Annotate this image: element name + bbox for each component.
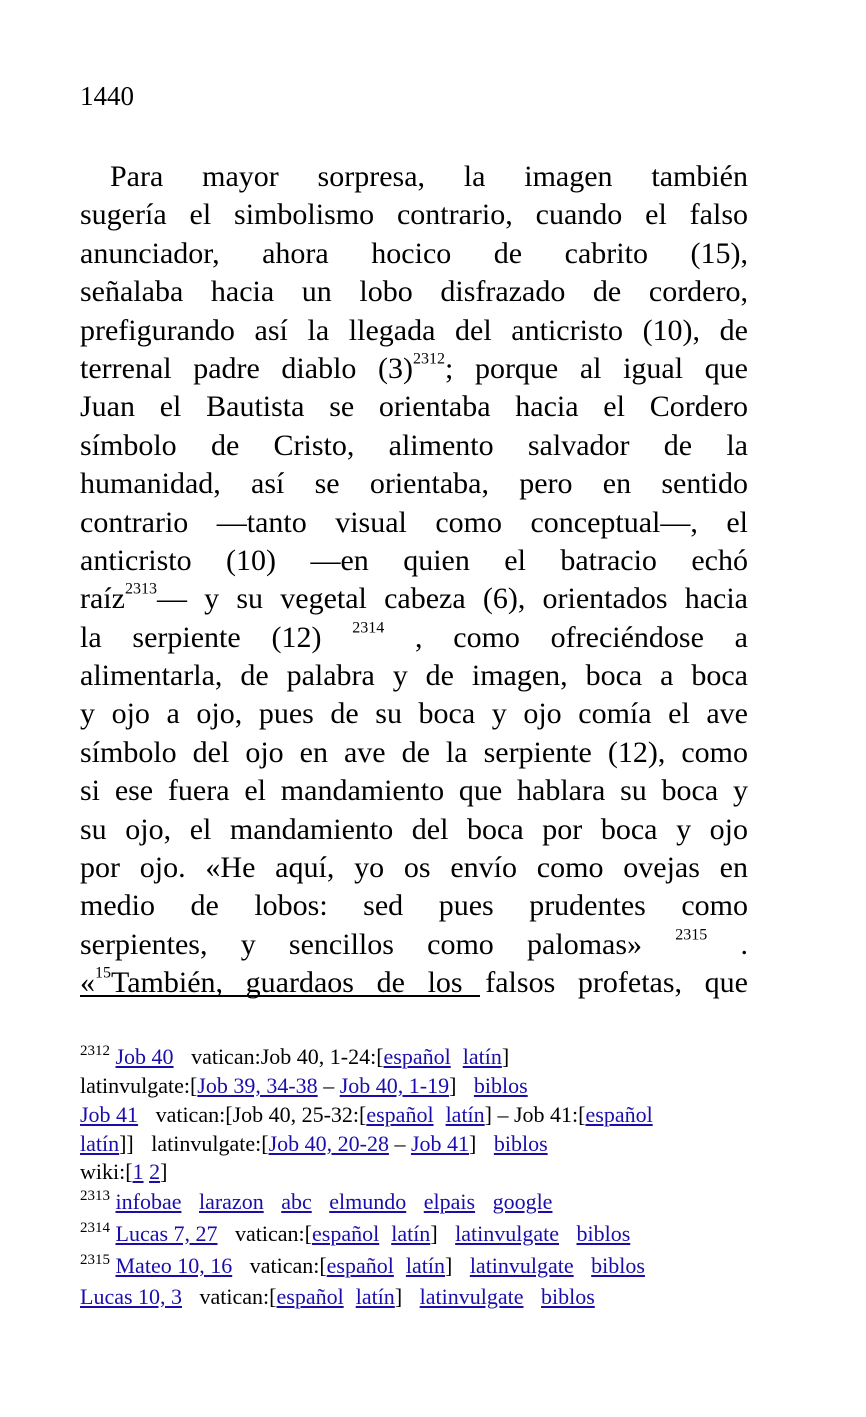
footnote-ref-2313[interactable]: 2313 bbox=[124, 580, 157, 598]
link-espanol[interactable]: español bbox=[276, 1284, 344, 1309]
body-line bbox=[80, 619, 748, 657]
link-lucas-7-27[interactable]: Lucas 7, 27 bbox=[115, 1221, 218, 1246]
body-text-segment: — y su vegetal cabeza (6), orientados hacia bbox=[156, 582, 748, 616]
vatican-label: vatican:Job 40, 1-24:[ bbox=[191, 1044, 384, 1069]
link-espanol[interactable]: español bbox=[366, 1102, 434, 1127]
body-line bbox=[80, 580, 748, 618]
footnote-ref-2312[interactable]: 2312 bbox=[413, 350, 445, 368]
footnote-number: 2313 bbox=[80, 1188, 110, 1204]
bracket-text: ] bbox=[430, 1221, 438, 1246]
link-biblos[interactable]: biblos bbox=[591, 1253, 645, 1278]
link-job-41[interactable]: Job 41 bbox=[80, 1102, 139, 1127]
body-line: prefigurando así la llegada del anticristo (10), de bbox=[80, 313, 748, 347]
link-espanol[interactable]: español bbox=[383, 1044, 451, 1069]
body-line: Juan el Bautista se orientaba hacia el Cordero bbox=[80, 390, 748, 424]
footnote-2312-line bbox=[80, 1043, 760, 1071]
link-latin[interactable]: latín bbox=[80, 1131, 120, 1156]
footnote-2312-line bbox=[80, 1071, 760, 1100]
body-line bbox=[80, 350, 748, 388]
link-mateo-10-16[interactable]: Mateo 10, 16 bbox=[115, 1253, 233, 1278]
link-job-41-b[interactable]: Job 41 bbox=[410, 1131, 470, 1156]
link-latinvulgate[interactable]: latinvulgate bbox=[419, 1284, 524, 1309]
footnote-2315-line bbox=[80, 1282, 760, 1311]
footnote-number: 2312 bbox=[80, 1043, 110, 1059]
vatican-label: vatican:[ bbox=[199, 1284, 277, 1309]
latinvulgate-label: latinvulgate:[ bbox=[80, 1073, 198, 1098]
body-text-segment: También, guardaos de los falsos profetas, que bbox=[111, 966, 748, 1000]
bracket-text: ] bbox=[160, 1159, 168, 1184]
latinvulgate-label: latinvulgate:[ bbox=[151, 1131, 269, 1156]
link-google[interactable]: google bbox=[492, 1189, 553, 1214]
body-line: anunciador, ahora hocico de cabrito (15), bbox=[80, 236, 748, 270]
body-line: humanidad, así se orientaba, pero en sentido bbox=[80, 467, 748, 501]
body-line: contrario —tanto visual como conceptual—, el bbox=[80, 505, 748, 539]
link-wiki-2[interactable]: 2 bbox=[149, 1159, 161, 1184]
link-larazon[interactable]: larazon bbox=[198, 1189, 264, 1214]
body-text-segment: serpientes, y sencillos como palomas» bbox=[80, 927, 643, 961]
body-text-segment: ; porque al igual que bbox=[445, 351, 749, 385]
link-biblos[interactable]: biblos bbox=[473, 1073, 528, 1098]
link-biblos[interactable]: biblos bbox=[493, 1131, 548, 1156]
bracket-text: ] bbox=[501, 1044, 510, 1069]
dash-text: – bbox=[323, 1073, 335, 1098]
bracket-text: ]] bbox=[119, 1131, 134, 1156]
link-job-40[interactable]: Job 40 bbox=[115, 1044, 174, 1069]
body-line bbox=[80, 926, 748, 964]
inline-verse-number: 15 bbox=[95, 964, 111, 982]
link-job-39[interactable]: Job 39, 34-38 bbox=[197, 1073, 318, 1098]
page-number: 1440 bbox=[80, 81, 134, 111]
body-text-segment: , como ofreciéndose a bbox=[414, 620, 748, 654]
footnote-2312-line bbox=[80, 1129, 760, 1158]
body-line: medio de lobos: sed pues prudentes como bbox=[80, 889, 748, 923]
link-latin[interactable]: latín bbox=[462, 1044, 502, 1069]
link-espanol[interactable]: español bbox=[312, 1221, 380, 1246]
body-line: anticristo (10) —en quien el batracio echó bbox=[80, 543, 748, 577]
footnote-separator bbox=[80, 995, 480, 997]
body-line: por ojo. «He aquí, yo os envío como ovejas en bbox=[80, 851, 748, 885]
link-elpais[interactable]: elpais bbox=[423, 1189, 476, 1214]
body-line: símbolo de Cristo, alimento salvador de la bbox=[80, 428, 748, 462]
body-line: su ojo, el mandamiento del boca por boca y ojo bbox=[80, 812, 748, 846]
body-line: y ojo a ojo, pues de su boca y ojo comía el ave bbox=[80, 697, 748, 731]
link-latin[interactable]: latín bbox=[445, 1102, 485, 1127]
footnote-ref-2315[interactable]: 2315 bbox=[675, 926, 708, 944]
vatican-label: vatican:[ bbox=[249, 1253, 327, 1278]
footnote-ref-2314[interactable]: 2314 bbox=[352, 619, 385, 637]
link-job-40-1-19[interactable]: Job 40, 1-19 bbox=[339, 1073, 450, 1098]
body-line: sugería el simbolismo contrario, cuando el falso bbox=[80, 198, 748, 232]
link-latin[interactable]: latín bbox=[405, 1253, 445, 1278]
body-line: Para mayor sorpresa, la imagen también bbox=[110, 160, 748, 193]
body-text-segment: raíz bbox=[80, 582, 125, 616]
body-line: señalaba hacia un lobo disfrazado de cordero, bbox=[80, 275, 748, 309]
link-wiki-1[interactable]: 1 bbox=[132, 1159, 144, 1184]
body-text-segment: « bbox=[80, 966, 95, 1000]
separator-text: ] – Job 41:[ bbox=[484, 1102, 586, 1127]
link-elmundo[interactable]: elmundo bbox=[329, 1189, 407, 1214]
bracket-text: ] bbox=[449, 1073, 457, 1098]
link-biblos[interactable]: biblos bbox=[541, 1284, 595, 1309]
body-line: alimentarla, de palabra y de imagen, boca a boca bbox=[80, 659, 748, 693]
body-text-segment: . bbox=[740, 927, 749, 961]
vatican-label: vatican:[ bbox=[235, 1221, 312, 1246]
body-line: si ese fuera el mandamiento que hablara su boca y bbox=[80, 774, 748, 808]
link-lucas-10-3[interactable]: Lucas 10, 3 bbox=[80, 1284, 183, 1309]
wiki-label: wiki:[ bbox=[80, 1159, 133, 1184]
bracket-text: ] bbox=[444, 1253, 453, 1278]
body-text-segment: terrenal padre diablo (3) bbox=[80, 351, 413, 385]
footnote-number: 2314 bbox=[80, 1220, 110, 1236]
footnote-2315-line bbox=[80, 1250, 760, 1282]
dash-text: – bbox=[394, 1131, 406, 1156]
footnotes bbox=[80, 1043, 760, 1311]
body-paragraph bbox=[80, 158, 748, 1003]
link-latinvulgate[interactable]: latinvulgate bbox=[455, 1221, 559, 1246]
footnote-2313-line bbox=[80, 1186, 760, 1218]
link-latin[interactable]: latín bbox=[355, 1284, 395, 1309]
link-espanol[interactable]: español bbox=[326, 1253, 394, 1278]
footnote-2312-line bbox=[80, 1158, 760, 1186]
body-text-segment: la serpiente (12) bbox=[80, 620, 322, 654]
link-espanol[interactable]: español bbox=[585, 1102, 653, 1127]
link-biblos[interactable]: biblos bbox=[576, 1221, 631, 1246]
link-infobae[interactable]: infobae bbox=[115, 1189, 182, 1214]
footnote-number: 2315 bbox=[80, 1252, 110, 1268]
link-latinvulgate[interactable]: latinvulgate bbox=[469, 1253, 574, 1278]
link-latin[interactable]: latín bbox=[391, 1221, 431, 1246]
vatican-label: vatican:[Job 40, 25-32:[ bbox=[155, 1102, 367, 1127]
link-job-40-20-28[interactable]: Job 40, 20-28 bbox=[268, 1131, 389, 1156]
bracket-text: ] bbox=[469, 1131, 477, 1156]
link-abc[interactable]: abc bbox=[281, 1189, 312, 1214]
footnote-2312-line bbox=[80, 1100, 760, 1129]
footnote-2314-line bbox=[80, 1218, 760, 1250]
bracket-text: ] bbox=[394, 1284, 403, 1309]
body-line: símbolo del ojo en ave de la serpiente (12), como bbox=[80, 735, 748, 769]
